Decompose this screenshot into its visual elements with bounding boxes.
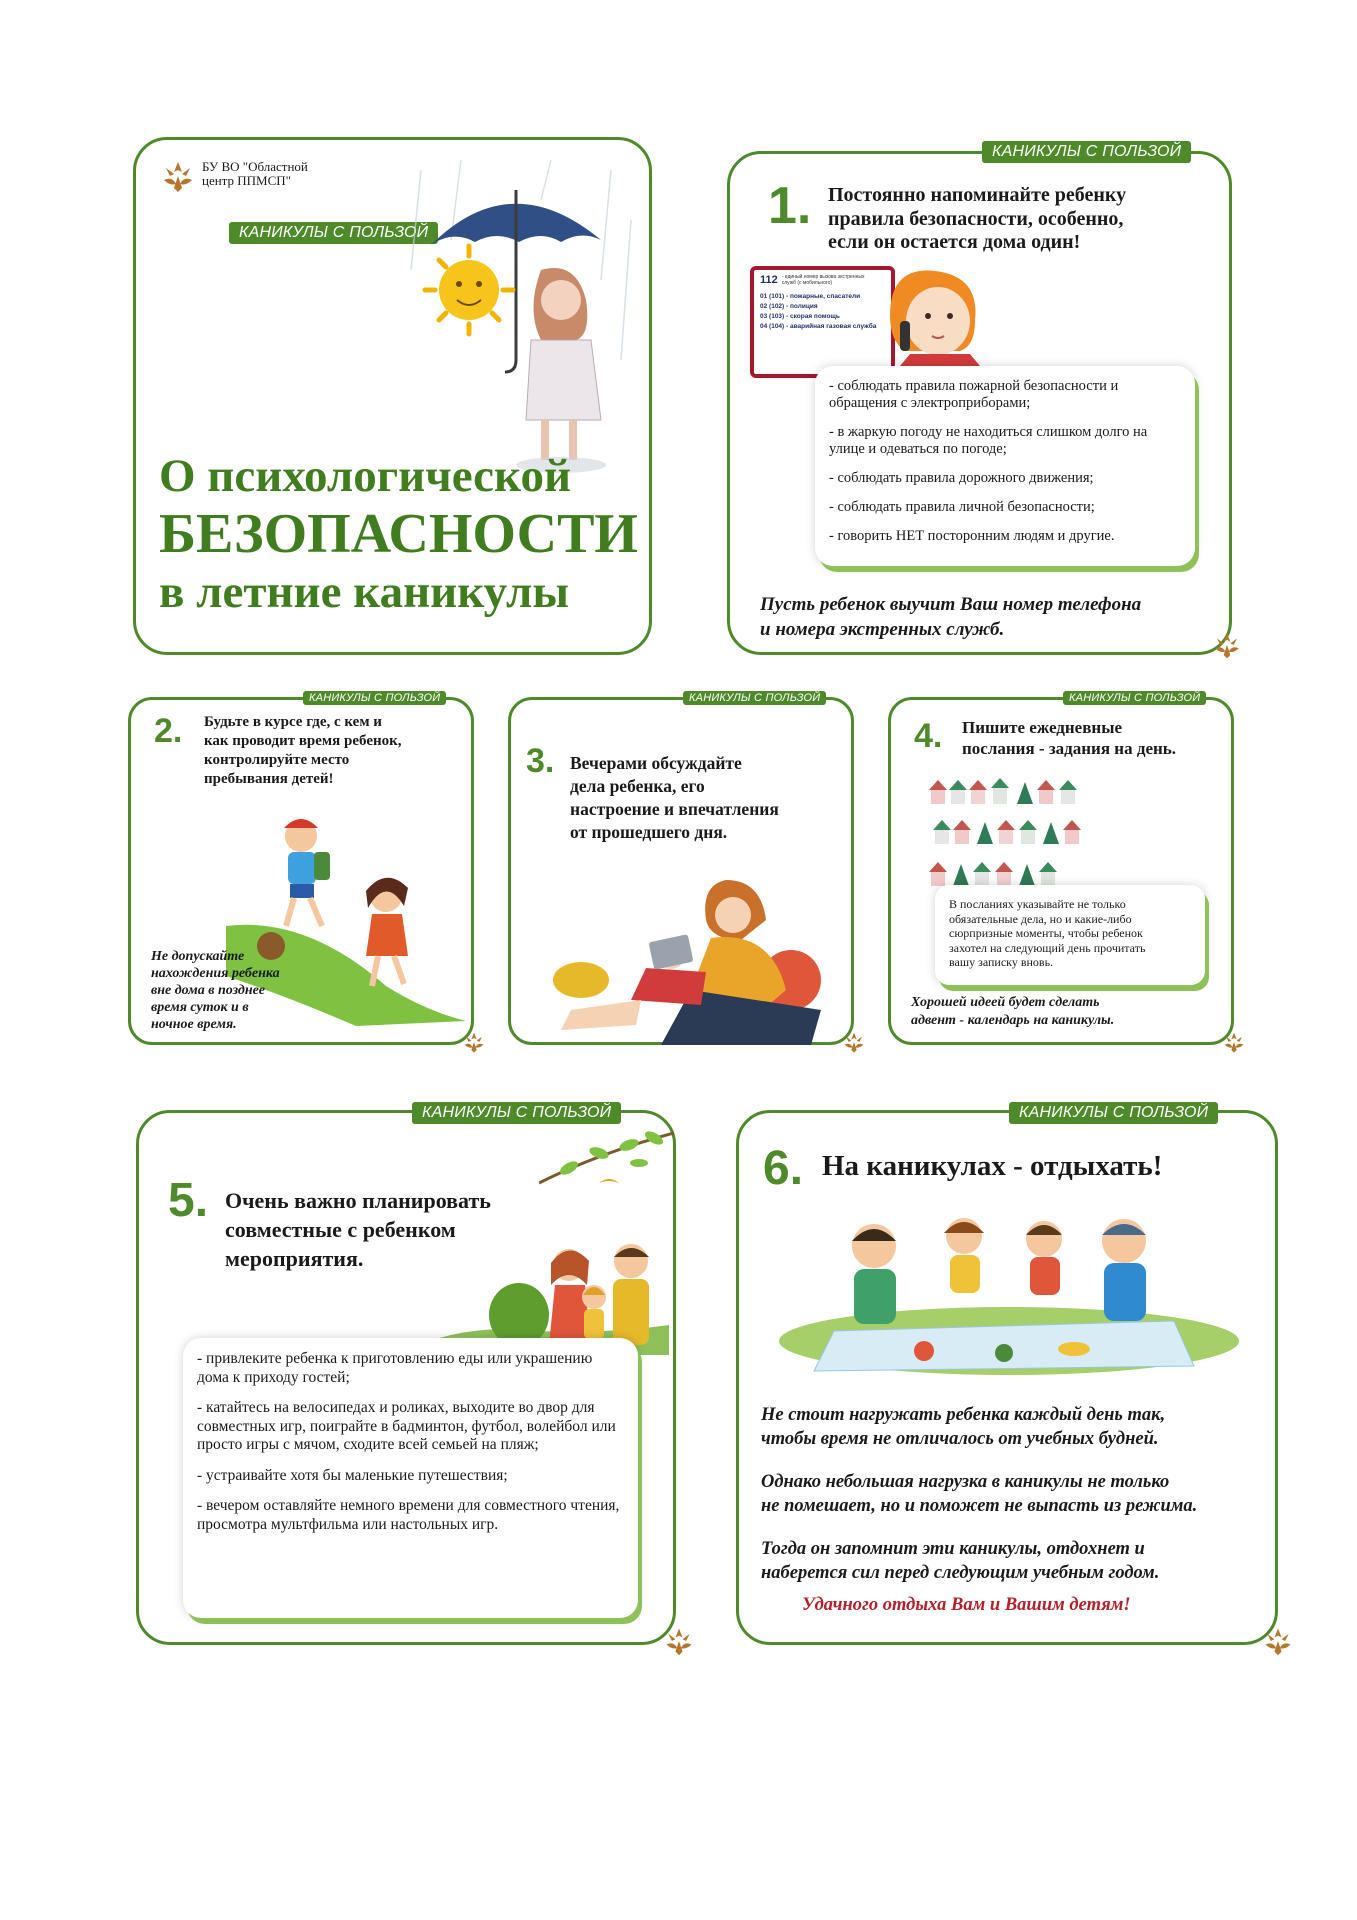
- card-heading: Вечерами обсуждайте дела ребенка, его настроение и впечатления от прошедшего дня.: [570, 753, 779, 842]
- card6-para-3: Тогда он запомнит эти каникулы, отдохнет и наберется сил перед следующим учебным годом.: [761, 1539, 1160, 1583]
- card4-bubble: В посланиях указывайте не только обязательные дела, но и какие-либо сюрпризные моменты, чтобы ребенок захотел на следующий день прочитать вашу записку вновь.: [935, 885, 1205, 985]
- corner-logo-icon: [462, 1030, 486, 1054]
- card-6: [736, 1104, 1278, 1645]
- boy-figure: [1026, 1221, 1062, 1295]
- dad-figure: [852, 1224, 896, 1324]
- title-card: [133, 137, 652, 655]
- girl-figure: [366, 878, 408, 986]
- corner-logo-icon: [1212, 630, 1242, 660]
- card-heading: Будьте в курсе где, с кем и как проводит время ребенок, контролируйте место пребывания детей!: [204, 714, 402, 787]
- card-number: 5.: [168, 1174, 209, 1227]
- emergency-phone-sign: 112 - единый номер вызова экстренных служб (с мобильного) 01 (101) - пожарные, спасатели 02 (102) - полиция 03 (103) - скорая помощь 04 (104) - аварийная газовая служба: [750, 266, 895, 378]
- card-number: 1.: [768, 177, 812, 235]
- card-3: [508, 692, 854, 1045]
- family-illustration: [399, 1235, 669, 1355]
- mother-reading-with-child-illustration: [541, 860, 831, 1045]
- tag-label: КАНИКУЛЫ С ПОЛЬЗОЙ: [982, 141, 1191, 163]
- card-heading: Пишите ежедневные послания - задания на день.: [962, 718, 1177, 758]
- tag-label: КАНИКУЛЫ С ПОЛЬЗОЙ: [229, 222, 438, 244]
- card-heading: На каникулах - отдыхать!: [822, 1150, 1163, 1182]
- card1-rules-bubble: - соблюдать правила пожарной безопасности и обращения с электроприборами; - в жаркую погоду не находиться слишком долго на улице и одеваться по погоде; - соблюдать правила дорожного движения; - соблюдать правила личной безопасности; - говорить НЕТ посторонним людям и другие.: [815, 366, 1195, 566]
- tag-label: КАНИКУЛЫ С ПОЛЬЗОЙ: [412, 1102, 621, 1124]
- father-figure: [613, 1244, 649, 1345]
- card2-note: Не допускайте нахождения ребенка вне дома в позднее время суток и в ночное время.: [151, 949, 280, 1032]
- sun-umbrella-girl-illustration: [401, 160, 641, 480]
- tag-label: КАНИКУЛЫ С ПОЛЬЗОЙ: [303, 691, 446, 705]
- child-figure: [582, 1285, 606, 1339]
- corner-logo-icon: [663, 1625, 695, 1657]
- girl-figure: [944, 1218, 984, 1293]
- main-title: О психологической БЕЗОПАСНОСТИ в летние каникулы: [159, 450, 638, 618]
- card-4: [888, 692, 1234, 1045]
- girl-figure: [516, 268, 606, 473]
- tag-label: КАНИКУЛЫ С ПОЛЬЗОЙ: [1009, 1102, 1218, 1124]
- card-5: [136, 1104, 676, 1645]
- org-logo-icon: [160, 158, 196, 194]
- card1-footer: Пусть ребенок выучит Ваш номер телефона и номера экстренных служб.: [760, 594, 1142, 640]
- card-heading: Постоянно напоминайте ребенку правила безопасности, особенно, если он остается дома один!: [828, 184, 1127, 254]
- sun-icon: [425, 246, 513, 334]
- corner-logo-icon: [1262, 1625, 1294, 1657]
- card-number: 3.: [526, 742, 555, 780]
- corner-logo-icon: [1222, 1030, 1246, 1054]
- card5-activities-bubble: - привлеките ребенка к приготовлению еды или украшению дома к приходу гостей; - катайтесь на велосипедах и роликах, выходите во двор для совместных игр, поиграйте в бадминтон, футбол, волейбол или просто игры с мячом, сходите всей семьей на пляж; - устраивайте хотя бы маленькие путешествия; - вечером оставляйте немного времени для совместного чтения, просмотра мультфильма или настольных игр.: [183, 1338, 638, 1618]
- card6-wish: Удачного отдыха Вам и Вашим детям!: [802, 1595, 1131, 1615]
- org-name: БУ ВО "Областной центр ППМСП": [202, 159, 308, 188]
- family-picnic-illustration: [774, 1201, 1244, 1376]
- card6-para-1: Не стоит нагружать ребенка каждый день так, чтобы время не отличалось от учебных будней.: [761, 1405, 1166, 1449]
- card6-text: [761, 1403, 1197, 1585]
- card6-para-2: Однако небольшая нагрузка в каникулы не только не помешает, но и поможет не выпасть из режима.: [761, 1472, 1198, 1516]
- mom-figure: [1102, 1219, 1146, 1321]
- card4-footer: Хорошей идеей будет сделать адвент - календарь на каникулы.: [911, 995, 1115, 1028]
- corner-logo-icon: [842, 1030, 866, 1054]
- card-number: 4.: [914, 717, 943, 755]
- card-2: [128, 692, 474, 1045]
- tag-label: КАНИКУЛЫ С ПОЛЬЗОЙ: [683, 691, 826, 705]
- card-number: 6.: [763, 1142, 804, 1195]
- card-1: [727, 143, 1232, 655]
- card-heading: Очень важно планировать совместные с ребенком мероприятия.: [225, 1188, 491, 1271]
- boy-figure: [284, 819, 330, 926]
- girl-on-phone-illustration: [880, 266, 990, 366]
- card-number: 2.: [154, 712, 183, 750]
- branch-with-birds-illustration: [539, 1123, 674, 1203]
- tag-label: КАНИКУЛЫ С ПОЛЬЗОЙ: [1063, 691, 1206, 705]
